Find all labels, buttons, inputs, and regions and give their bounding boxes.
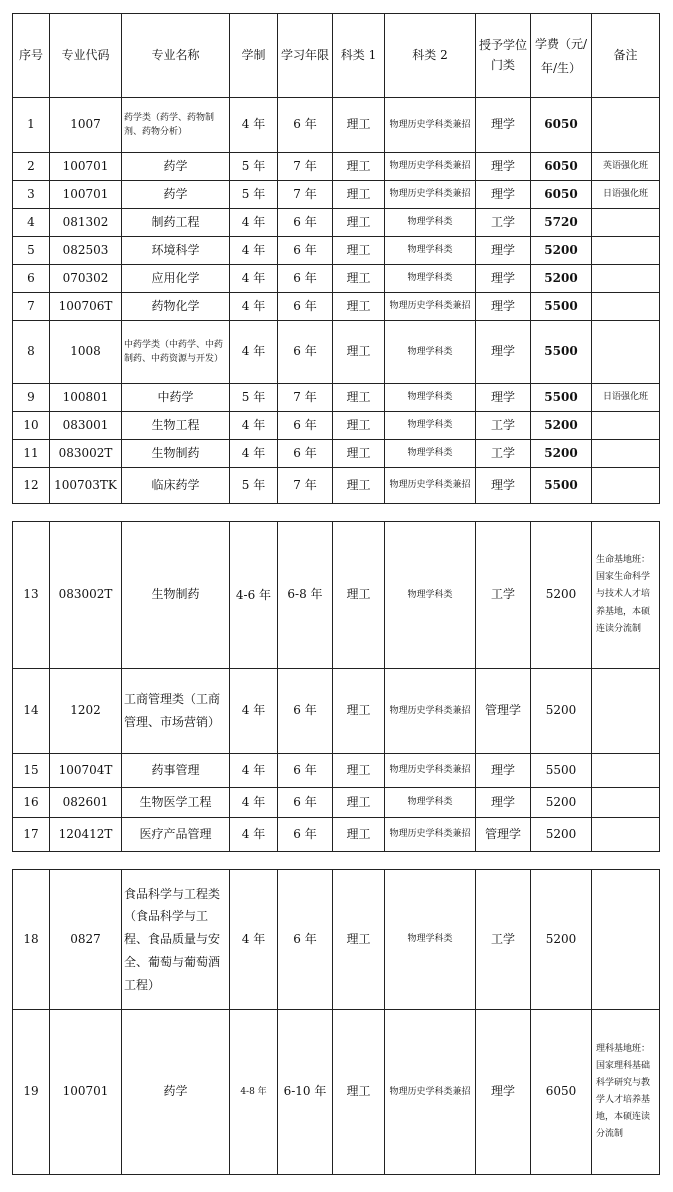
header-degree: 授予学位门类 — [476, 14, 531, 98]
cat2-cell: 物理学科类 — [385, 237, 476, 265]
cat2-cell: 物理学科类 — [385, 384, 476, 412]
table-row — [13, 153, 660, 181]
degree-cell: 工学 — [476, 522, 531, 669]
duration-cell: 4 年 — [230, 321, 278, 384]
duration-cell: 4 年 — [230, 669, 278, 754]
header-tuition: 学费（元/年/生） — [531, 14, 592, 98]
code-cell: 120412T — [50, 818, 122, 852]
tuition-cell: 5500 — [531, 754, 592, 788]
duration-cell: 4 年 — [230, 98, 278, 153]
tuition-cell: 5200 — [531, 522, 592, 669]
name-cell: 药事管理 — [122, 754, 230, 788]
note-cell: 理科基地班：国家理科基础科学研究与教学人才培养基地，本硕连读分流制 — [592, 1010, 660, 1175]
major-table-part-1 — [12, 13, 660, 504]
cat2-cell: 物理学科类 — [385, 870, 476, 1010]
years-cell: 6 年 — [278, 237, 333, 265]
note-cell: 日语强化班 — [592, 384, 660, 412]
cat1-cell: 理工 — [333, 468, 385, 504]
cat1-cell: 理工 — [333, 98, 385, 153]
cat2-cell: 物理历史学科类兼招 — [385, 818, 476, 852]
code-cell: 1202 — [50, 669, 122, 754]
cat2-cell: 物理学科类 — [385, 522, 476, 669]
cat1-cell: 理工 — [333, 265, 385, 293]
name-cell: 生物医学工程 — [122, 788, 230, 818]
seq-cell: 11 — [13, 440, 50, 468]
code-cell: 0827 — [50, 870, 122, 1010]
header-duration: 学制 — [230, 14, 278, 98]
name-cell: 药学 — [122, 153, 230, 181]
table-row — [13, 818, 660, 852]
name-cell: 应用化学 — [122, 265, 230, 293]
table-row — [13, 265, 660, 293]
table-row — [13, 788, 660, 818]
cat1-cell: 理工 — [333, 1010, 385, 1175]
tuition-cell: 6050 — [531, 153, 592, 181]
duration-cell: 4 年 — [230, 237, 278, 265]
name-cell: 临床药学 — [122, 468, 230, 504]
table-row — [13, 440, 660, 468]
tuition-cell: 5200 — [531, 669, 592, 754]
seq-cell: 19 — [13, 1010, 50, 1175]
years-cell: 6-8 年 — [278, 522, 333, 669]
cat1-cell: 理工 — [333, 788, 385, 818]
code-cell: 100701 — [50, 153, 122, 181]
note-cell — [592, 98, 660, 153]
cat2-cell: 物理学科类 — [385, 321, 476, 384]
degree-cell: 工学 — [476, 870, 531, 1010]
table-row — [13, 669, 660, 754]
header-study-years: 学习年限 — [278, 14, 333, 98]
name-cell: 环境科学 — [122, 237, 230, 265]
seq-cell: 13 — [13, 522, 50, 669]
name-cell: 生物制药 — [122, 522, 230, 669]
code-cell: 082503 — [50, 237, 122, 265]
duration-cell: 4 年 — [230, 818, 278, 852]
cat1-cell: 理工 — [333, 754, 385, 788]
cat2-cell: 物理学科类 — [385, 788, 476, 818]
tuition-cell: 5720 — [531, 209, 592, 237]
cat2-cell: 物理历史学科类兼招 — [385, 669, 476, 754]
seq-cell: 9 — [13, 384, 50, 412]
cat1-cell: 理工 — [333, 669, 385, 754]
note-cell — [592, 669, 660, 754]
cat1-cell: 理工 — [333, 209, 385, 237]
cat2-cell: 物理历史学科类兼招 — [385, 153, 476, 181]
code-cell: 083001 — [50, 412, 122, 440]
duration-cell: 4 年 — [230, 412, 278, 440]
code-cell: 081302 — [50, 209, 122, 237]
degree-cell: 工学 — [476, 412, 531, 440]
cat2-cell: 物理学科类 — [385, 209, 476, 237]
note-cell: 生命基地班：国家生命科学与技术人才培养基地，本硕连读分流制 — [592, 522, 660, 669]
tuition-cell: 5200 — [531, 440, 592, 468]
years-cell: 6 年 — [278, 754, 333, 788]
tuition-cell: 5500 — [531, 468, 592, 504]
cat2-cell: 物理学科类 — [385, 440, 476, 468]
seq-cell: 3 — [13, 181, 50, 209]
years-cell: 7 年 — [278, 384, 333, 412]
name-cell: 制药工程 — [122, 209, 230, 237]
code-cell: 100704T — [50, 754, 122, 788]
table-row — [13, 321, 660, 384]
table-row — [13, 754, 660, 788]
note-cell — [592, 293, 660, 321]
degree-cell: 理学 — [476, 788, 531, 818]
major-table-part-2 — [12, 521, 660, 852]
table-row — [13, 98, 660, 153]
name-cell: 医疗产品管理 — [122, 818, 230, 852]
table-row — [13, 522, 660, 669]
duration-cell: 5 年 — [230, 468, 278, 504]
table-row — [13, 293, 660, 321]
note-cell: 日语强化班 — [592, 181, 660, 209]
name-cell: 药学 — [122, 1010, 230, 1175]
duration-cell: 4 年 — [230, 440, 278, 468]
duration-cell: 4-6 年 — [230, 522, 278, 669]
tuition-cell: 5200 — [531, 265, 592, 293]
degree-cell: 理学 — [476, 265, 531, 293]
seq-cell: 8 — [13, 321, 50, 384]
years-cell: 6 年 — [278, 209, 333, 237]
name-cell: 工商管理类（工商管理、市场营销） — [122, 669, 230, 754]
years-cell: 6 年 — [278, 412, 333, 440]
years-cell: 6-10 年 — [278, 1010, 333, 1175]
tuition-cell: 5200 — [531, 870, 592, 1010]
table-row — [13, 870, 660, 1010]
years-cell: 7 年 — [278, 153, 333, 181]
note-cell — [592, 788, 660, 818]
name-cell: 食品科学与工程类（食品科学与工程、食品质量与安全、葡萄与葡萄酒工程） — [122, 870, 230, 1010]
cat2-cell: 物理历史学科类兼招 — [385, 293, 476, 321]
cat2-cell: 物理历史学科类兼招 — [385, 754, 476, 788]
note-cell — [592, 237, 660, 265]
years-cell: 6 年 — [278, 293, 333, 321]
cat1-cell: 理工 — [333, 237, 385, 265]
degree-cell: 理学 — [476, 1010, 531, 1175]
note-cell — [592, 870, 660, 1010]
degree-cell: 理学 — [476, 237, 531, 265]
seq-cell: 6 — [13, 265, 50, 293]
duration-cell: 4 年 — [230, 870, 278, 1010]
seq-cell: 14 — [13, 669, 50, 754]
code-cell: 100706T — [50, 293, 122, 321]
seq-cell: 4 — [13, 209, 50, 237]
years-cell: 6 年 — [278, 788, 333, 818]
code-cell: 083002T — [50, 440, 122, 468]
cat2-cell: 物理历史学科类兼招 — [385, 181, 476, 209]
cat1-cell: 理工 — [333, 412, 385, 440]
tuition-cell: 5500 — [531, 293, 592, 321]
degree-cell: 理学 — [476, 468, 531, 504]
cat2-cell: 物理历史学科类兼招 — [385, 468, 476, 504]
table-row — [13, 181, 660, 209]
header-name: 专业名称 — [122, 14, 230, 98]
name-cell: 药学 — [122, 181, 230, 209]
tuition-cell: 5200 — [531, 788, 592, 818]
degree-cell: 管理学 — [476, 669, 531, 754]
code-cell: 100801 — [50, 384, 122, 412]
header-notes: 备注 — [592, 14, 660, 98]
tuition-cell: 5500 — [531, 321, 592, 384]
tuition-cell: 5200 — [531, 818, 592, 852]
years-cell: 6 年 — [278, 669, 333, 754]
tuition-cell: 5500 — [531, 384, 592, 412]
duration-cell: 4 年 — [230, 265, 278, 293]
duration-cell: 5 年 — [230, 384, 278, 412]
name-cell: 生物制药 — [122, 440, 230, 468]
table-row — [13, 209, 660, 237]
note-cell — [592, 412, 660, 440]
note-cell — [592, 468, 660, 504]
header-category1: 科类 1 — [333, 14, 385, 98]
note-cell: 英语强化班 — [592, 153, 660, 181]
degree-cell: 理学 — [476, 153, 531, 181]
years-cell: 6 年 — [278, 321, 333, 384]
header-seq: 序号 — [13, 14, 50, 98]
years-cell: 6 年 — [278, 98, 333, 153]
seq-cell: 17 — [13, 818, 50, 852]
name-cell: 中药学 — [122, 384, 230, 412]
cat2-cell: 物理历史学科类兼招 — [385, 98, 476, 153]
header-code: 专业代码 — [50, 14, 122, 98]
note-cell — [592, 754, 660, 788]
cat1-cell: 理工 — [333, 870, 385, 1010]
seq-cell: 5 — [13, 237, 50, 265]
duration-cell: 4 年 — [230, 754, 278, 788]
code-cell: 1008 — [50, 321, 122, 384]
table-row — [13, 384, 660, 412]
years-cell: 6 年 — [278, 265, 333, 293]
code-cell: 082601 — [50, 788, 122, 818]
table-row — [13, 1010, 660, 1175]
cat1-cell: 理工 — [333, 153, 385, 181]
seq-cell: 10 — [13, 412, 50, 440]
tuition-cell: 6050 — [531, 98, 592, 153]
seq-cell: 12 — [13, 468, 50, 504]
note-cell — [592, 209, 660, 237]
degree-cell: 理学 — [476, 181, 531, 209]
duration-cell: 4 年 — [230, 788, 278, 818]
tuition-cell: 5200 — [531, 237, 592, 265]
degree-cell: 管理学 — [476, 818, 531, 852]
table-row — [13, 412, 660, 440]
name-cell: 中药学类（中药学、中药制药、中药资源与开发） — [122, 321, 230, 384]
duration-cell: 4 年 — [230, 209, 278, 237]
degree-cell: 理学 — [476, 321, 531, 384]
note-cell — [592, 265, 660, 293]
seq-cell: 18 — [13, 870, 50, 1010]
degree-cell: 理学 — [476, 293, 531, 321]
seq-cell: 15 — [13, 754, 50, 788]
name-cell: 药物化学 — [122, 293, 230, 321]
cat1-cell: 理工 — [333, 818, 385, 852]
seq-cell: 16 — [13, 788, 50, 818]
code-cell: 070302 — [50, 265, 122, 293]
cat2-cell: 物理历史学科类兼招 — [385, 1010, 476, 1175]
tuition-cell: 5200 — [531, 412, 592, 440]
cat1-cell: 理工 — [333, 293, 385, 321]
table-row — [13, 468, 660, 504]
name-cell: 生物工程 — [122, 412, 230, 440]
degree-cell: 工学 — [476, 440, 531, 468]
tuition-cell: 6050 — [531, 181, 592, 209]
code-cell: 100701 — [50, 1010, 122, 1175]
note-cell — [592, 321, 660, 384]
cat1-cell: 理工 — [333, 522, 385, 669]
years-cell: 7 年 — [278, 468, 333, 504]
tuition-cell: 6050 — [531, 1010, 592, 1175]
degree-cell: 理学 — [476, 98, 531, 153]
cat1-cell: 理工 — [333, 440, 385, 468]
code-cell: 083002T — [50, 522, 122, 669]
seq-cell: 1 — [13, 98, 50, 153]
code-cell: 100703TK — [50, 468, 122, 504]
years-cell: 6 年 — [278, 870, 333, 1010]
duration-cell: 5 年 — [230, 153, 278, 181]
note-cell — [592, 440, 660, 468]
years-cell: 6 年 — [278, 818, 333, 852]
duration-cell: 5 年 — [230, 181, 278, 209]
major-table-part-3 — [12, 869, 660, 1175]
cat1-cell: 理工 — [333, 321, 385, 384]
duration-cell: 4-8 年 — [230, 1010, 278, 1175]
header-category2: 科类 2 — [385, 14, 476, 98]
cat1-cell: 理工 — [333, 384, 385, 412]
degree-cell: 工学 — [476, 209, 531, 237]
seq-cell: 2 — [13, 153, 50, 181]
name-cell: 药学类（药学、药物制剂、药物分析） — [122, 98, 230, 153]
cat2-cell: 物理学科类 — [385, 265, 476, 293]
seq-cell: 7 — [13, 293, 50, 321]
cat2-cell: 物理学科类 — [385, 412, 476, 440]
code-cell: 1007 — [50, 98, 122, 153]
cat1-cell: 理工 — [333, 181, 385, 209]
years-cell: 7 年 — [278, 181, 333, 209]
years-cell: 6 年 — [278, 440, 333, 468]
code-cell: 100701 — [50, 181, 122, 209]
duration-cell: 4 年 — [230, 293, 278, 321]
degree-cell: 理学 — [476, 384, 531, 412]
note-cell — [592, 818, 660, 852]
degree-cell: 理学 — [476, 754, 531, 788]
table-row — [13, 237, 660, 265]
header-row — [13, 14, 660, 98]
